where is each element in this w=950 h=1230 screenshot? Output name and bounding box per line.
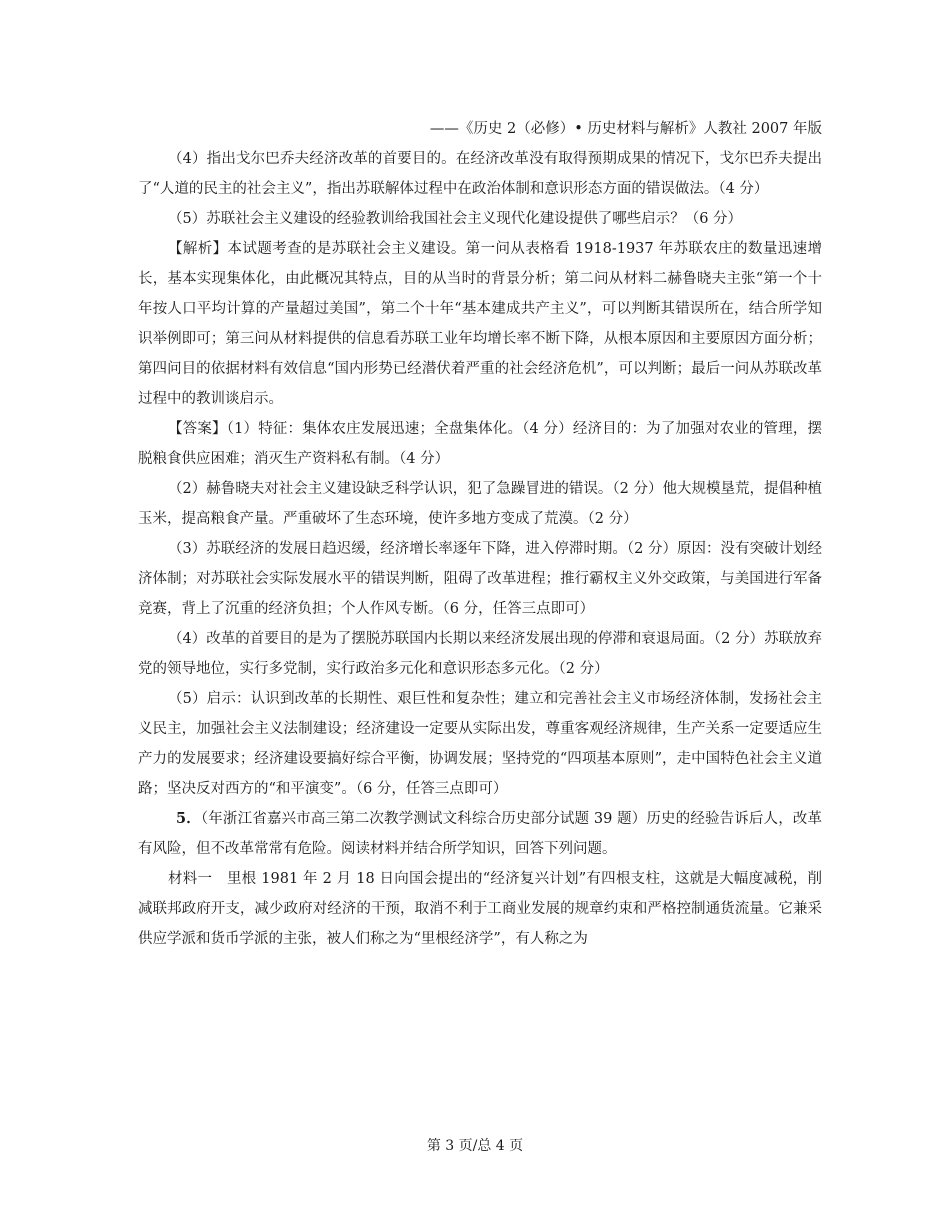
question-5-text: （5）苏联社会主义建设的经验教训给我国社会主义现代化建设提供了哪些启示？（6 分） [168,211,743,227]
source-citation: ——《历史 2（必修）• 历史材料与解析》人教社 2007 年版 [429,121,822,137]
material-1: 材料一 里根 1981 年 2 月 18 日向国会提出的“经济复兴计划”有四根支柱，这就是大幅度减税，削减联邦政府开支，减少政府对经济的干预，取消不利于工商业发展的规章约束和严格控制通货流量。它兼采供应学派和货币学派的主张，被人们称之为“里根经济学”，有人称之为 [138,871,822,947]
answer-1: 【答案】（1）特征：集体农庄发展迅速；全盘集体化。（4 分）经济目的：为了加强对农业的管理，摆脱粮食供应困难；消灭生产资料私有制。（4 分） [138,421,822,467]
answer-5: （5）启示：认识到改革的长期性、艰巨性和复杂性；建立和完善社会主义市场经济体制，发扬社会主义民主，加强社会主义法制建设；经济建设一定要从实际出发，尊重客观经济规律，生产关系一定要适应生产力的发展要求；经济建设要搞好综合平衡，协调发展；坚持党的“四项基本原则”，走中国特色社会主义道路；坚决反对西方的“和平演变”。（6 分，任答三点即可） [138,691,822,797]
answer-2: （2）赫鲁晓夫对社会主义建设缺乏科学认识，犯了急躁冒进的错误。（2 分）他大规模垦荒，提倡种植玉米，提高粮食产量。严重破坏了生态环境，使许多地方变成了荒漠。（2 分） [138,481,822,527]
question-5-block [138,804,822,864]
page-content [138,114,822,954]
page-footer: 第 3 页/总 4 页 [426,1138,524,1154]
question-4-text: （4）指出戈尔巴乔夫经济改革的首要目的。在经济改革没有取得预期成果的情况下，戈尔巴乔夫提出了“人道的民主的社会主义”，指出苏联解体过程中在政治体制和意识形态方面的错误做法。（4 分） [138,151,822,197]
question-number: 5． [176,810,201,827]
analysis-paragraph: 【解析】本试题考查的是苏联社会主义建设。第一问从表格看 1918-1937 年苏联农庄的数量迅速增长，基本实现集体化，由此概况其特点，目的从当时的背景分析；第二问从材料二赫鲁晓夫主张“第一个十年按人口平均计算的产量超过美国”，第二个十年“基本建成共产主义”，可以判断其错误所在，结合所学知识举例即可；第三问从材料提供的信息看苏联工业年均增长率不断下降，从根本原因和主要原因方面分析；第四问目的依据材料有效信息“国内形势已经潜伏着严重的社会经济危机”，可以判断；最后一问从苏联改革过程中的教训谈启示。 [138,241,823,407]
answer-4: （4）改革的首要目的是为了摆脱苏联国内长期以来经济发展出现的停滞和衰退局面。（2 分）苏联放弃党的领导地位，实行多党制，实行政治多元化和意识形态多元化。（2 分） [138,631,822,677]
question-5-prompt: （年浙江省嘉兴市高三第二次教学测试文科综合历史部分试题 39 题）历史的经验告诉后人，改革有风险，但不改革常常有危险。阅读材料并结合所学知识，回答下列问题。 [138,811,822,857]
answer-3: （3）苏联经济的发展日趋迟缓，经济增长率逐年下降，进入停滞时期。（2 分）原因：没有突破计划经济体制；对苏联社会实际发展水平的错误判断，阻碍了改革进程；推行霸权主义外交政策，与美国进行军备竞赛，背上了沉重的经济负担；个人作风专断。（6 分，任答三点即可） [138,541,822,617]
